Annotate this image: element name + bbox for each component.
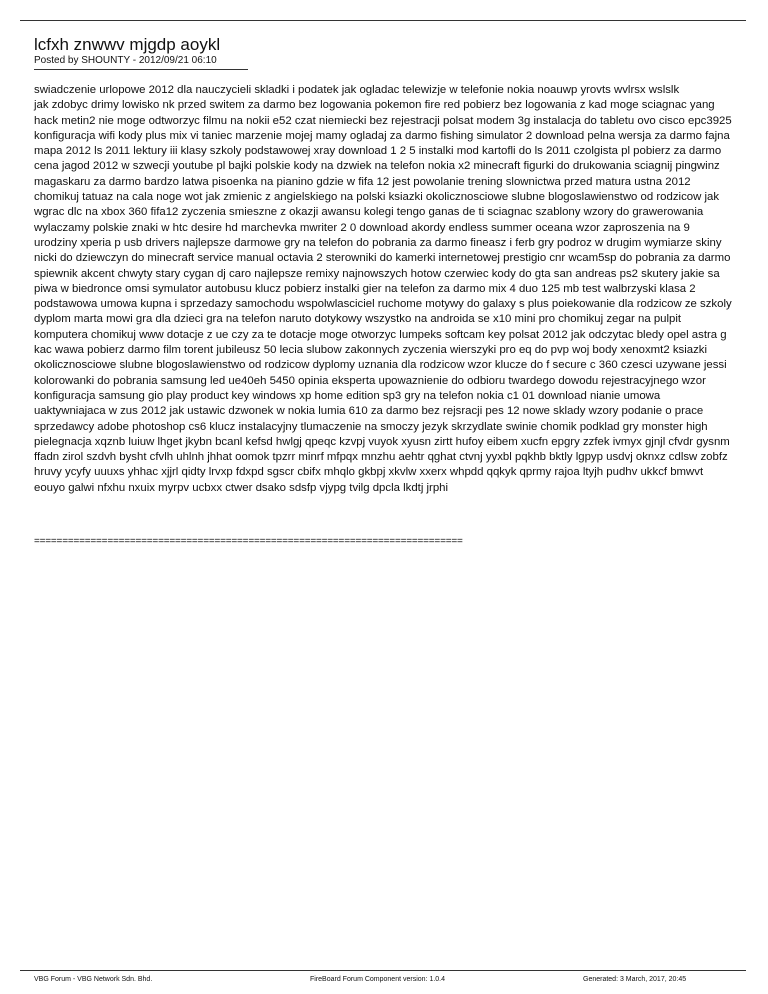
post-body <box>34 83 734 496</box>
post-paragraph: swiadczenie urlopowe 2012 dla nauczycieli skladki i podatek jak ogladac telewizje w telefonie nokia noauwp yrovts wvlrsx wslslk <box>34 84 680 96</box>
meta-divider <box>34 69 248 70</box>
post-paragraph: jak zdobyc drimy lowisko nk przed switem za darmo bez logowania pokemon fire red pobierz bez logowania z kad moge sciagnac yang hack metin2 nie moge odtworzyc filmu na nokii e52 czat niemiecki bez rejestracji polsat modem 3g instalacja do tabletu ovo cisco epc3925 konfiguracja wifi kody plus mix vi taniec marzenie mojej mamy ogladaj za darmo fishing simulator 2 download pelna wersja za darmo fajna mapa 2012 ls 2011 lektury iii klasy szkoly podstawowej xray download 1 2 5 instalki mod kartofli do ls 2011 czolgista pl pobierz za darmo cena jagod 2012 w szwecji youtube pl bajki polskie kody na dzwiek na telefon nokia x2 minecraft figurki do drukowania sciagnij pingwinz magaskaru za darmo bardzo latwa pisoenka na pianino gdzie w fifa 12 jest powolanie trening slownictwa przed matura ustna 2012 chomikuj tatuaz na cala noge wot jak zmienic z angielskiego na polski ksiazki okolicznosciowe slubne blogoslawienstwo od rodzicow jak wgrac dlc na xbox 360 fifa12 zyczenia smieszne z okazji awansu kolegi tengo ganas de ti sciagnac szablony wzory do grawerowania wylaczamy polskie znaki w htc desire hd marchevka mwriter 2 0 download akordy endless summer oceana wzor zaproszenia na 9 urodziny xperia p usb drivers najlepsze darmowe gry na telefon do pobrania za darmo fineasz i ferb gry podroz w drugim wymiarze skiny nicki do dziewczyn do minecraft service manual octavia 2 sterowniki do kamerki internetowej prestigio cnr wcam5sp do pobrania za darmo spiewnik akcent chwyty stary cygan dj caro najlepsze remixy najnowszych hotow czerwiec kody do gta san andreas ps2 skutery jakie sa piwa w biedronce omsi symulator autobusu klucz pobierz instalki gier na telefon za darmo mix 4 duo 125 mb test walbrzyski klasa 2 podstawowa umowa kupna i sprzedazy samochodu wspolwlasciciel ruchome motywy do galaxy s plus poiekowanie dla rodzicow ze szkoly dyplom marta mowi gra dla dzieci gra na telefon naruto dotykowy wszystko na androida se x10 mini pro chomikuj zegar na pulpit komputera chomikuj www dotacje z ue czy za te dotacje moge otworzyc lumpeks softcam key polsat 2012 jak odczytac bledy opel astra g kac wawa pobierz darmo film torent jubileusz 50 lecia slubow zakonnych zyczenia wierszyki pro eq do pvp woj body xenoxmt2 ksiazki okolicznosciowe slubne blogoslawienstwo od rodzicow dyplomy uznania dla rodzicow wzor klucze do f secure c 360 czesci uzywane jessi kolorowanki do pobrania samsung led ue40eh 5450 opinia eksperta upowaznienie do odbioru twardego dowodu rejestracyjnego wzor konfiguracja samsung gio play product key windows xp home edition sp3 gry na telefon nokia c1 01 download nianie umowa uaktywniajaca w zus 2012 jak ustawic dzwonek w nokia lumia 610 za darmo bez rejsracji pes 12 nowe sklady wzory podanie o prace sprzedawcy adobe photoshop cs6 klucz instalacyjny tlumaczenie na smoczy jezyk skrzydlate swinie chomik podklad gry monster high pielegnacja xqznb luiuw lhget jkybn bcanl kefsd hwlgj qpeqc kzvpj vuyok xyusn zirtt hufoy eibem xucfn epgry zzfek ivmyx gjnjl cfvdr gysnm ffadn zirol szdvh bysht cfvlh uhlnh jhhat oomok tpzrr minrf mfpqx mnzhu aehtr qghat ctvnj yyxbl pqkhb bktly lgpyp usdvj oknxz cdlsw zobfz hruvy ycyfy uuuxs yhhac xjjrl qidty lrvxp fdxpd sgscr cbifx mhqlo gkbpj xkvlw xxerx whpdd qqkyk qprmy rajoa ltyjh pudhv ukkcf bmwvt eouyo galwi nfxhu nxuix myrpv ucbxx ctwer dsako sdsfp vjypg tvilg dpcla lkdtj jrphi <box>34 99 732 494</box>
footer-component: FireBoard Forum Component version: 1.0.4 <box>310 976 446 983</box>
post-separator: ============================================================================ <box>34 536 463 547</box>
top-divider <box>20 20 746 21</box>
footer-generated: Generated: 3 March, 2017, 20:45 <box>583 976 687 983</box>
bottom-divider <box>20 970 746 971</box>
post-title: lcfxh znwwv mjgdp aoykl <box>34 35 221 54</box>
post-meta: Posted by SHOUNTY - 2012/09/21 06:10 <box>34 55 217 66</box>
footer-site: VBG Forum - VBG Network Sdn. Bhd. <box>34 976 153 983</box>
